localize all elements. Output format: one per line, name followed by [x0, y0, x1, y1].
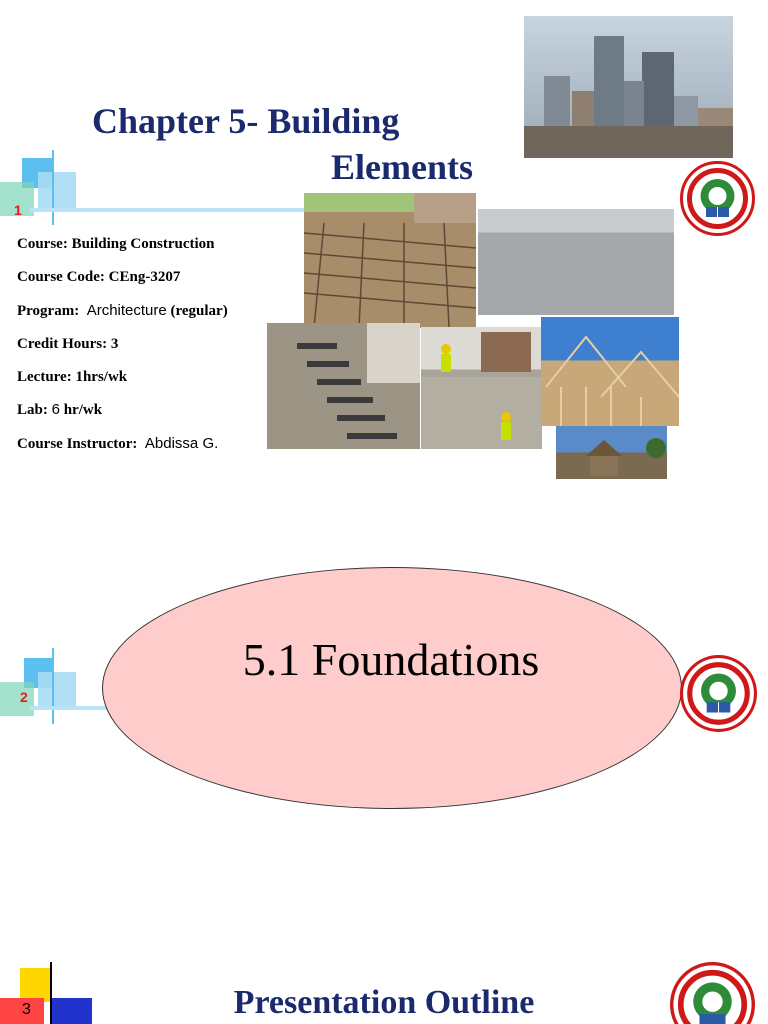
slide-3: [0, 900, 768, 1024]
slide-title-line2: Elements: [331, 147, 473, 187]
masonry-workers-photo: [421, 327, 542, 449]
slide-corner-decoration: [0, 150, 310, 230]
credit-hours: Credit Hours: 3: [17, 335, 119, 352]
course-info-list: [17, 236, 277, 469]
slide-title-line1: Chapter 5- Building: [92, 101, 400, 141]
university-logo-icon: [680, 161, 755, 236]
skyline-photo: [524, 16, 733, 158]
lecture-hours: Lecture: 1hrs/wk: [17, 369, 128, 386]
university-logo-icon: [680, 655, 757, 732]
program: Program: Architecture (regular): [17, 301, 228, 319]
slide-number: 1: [14, 202, 22, 218]
slide-1: [0, 0, 768, 500]
slide-2: [0, 520, 768, 850]
course-name: Course: Building Construction: [17, 236, 215, 252]
slide-title: Presentation Outline: [233, 984, 535, 1021]
hut-photo: [556, 426, 667, 479]
section-ellipse: [102, 567, 682, 809]
course-instructor: Course Instructor: Abdissa G.: [17, 434, 219, 452]
section-heading: 5.1 Foundations: [242, 634, 540, 685]
course-code: Course Code: CEng-3207: [17, 269, 181, 286]
rebar-foundation-photo: [304, 193, 476, 328]
lab-hours: Lab: 6 hr/wk: [17, 401, 103, 419]
slide-number: 2: [20, 689, 28, 705]
slide-number: 3: [22, 1001, 31, 1018]
timber-frame-photo: [541, 317, 679, 426]
stair-formwork-photo: [267, 323, 420, 449]
university-logo-icon: [670, 962, 755, 1024]
concrete-floor-photo: [478, 209, 674, 315]
